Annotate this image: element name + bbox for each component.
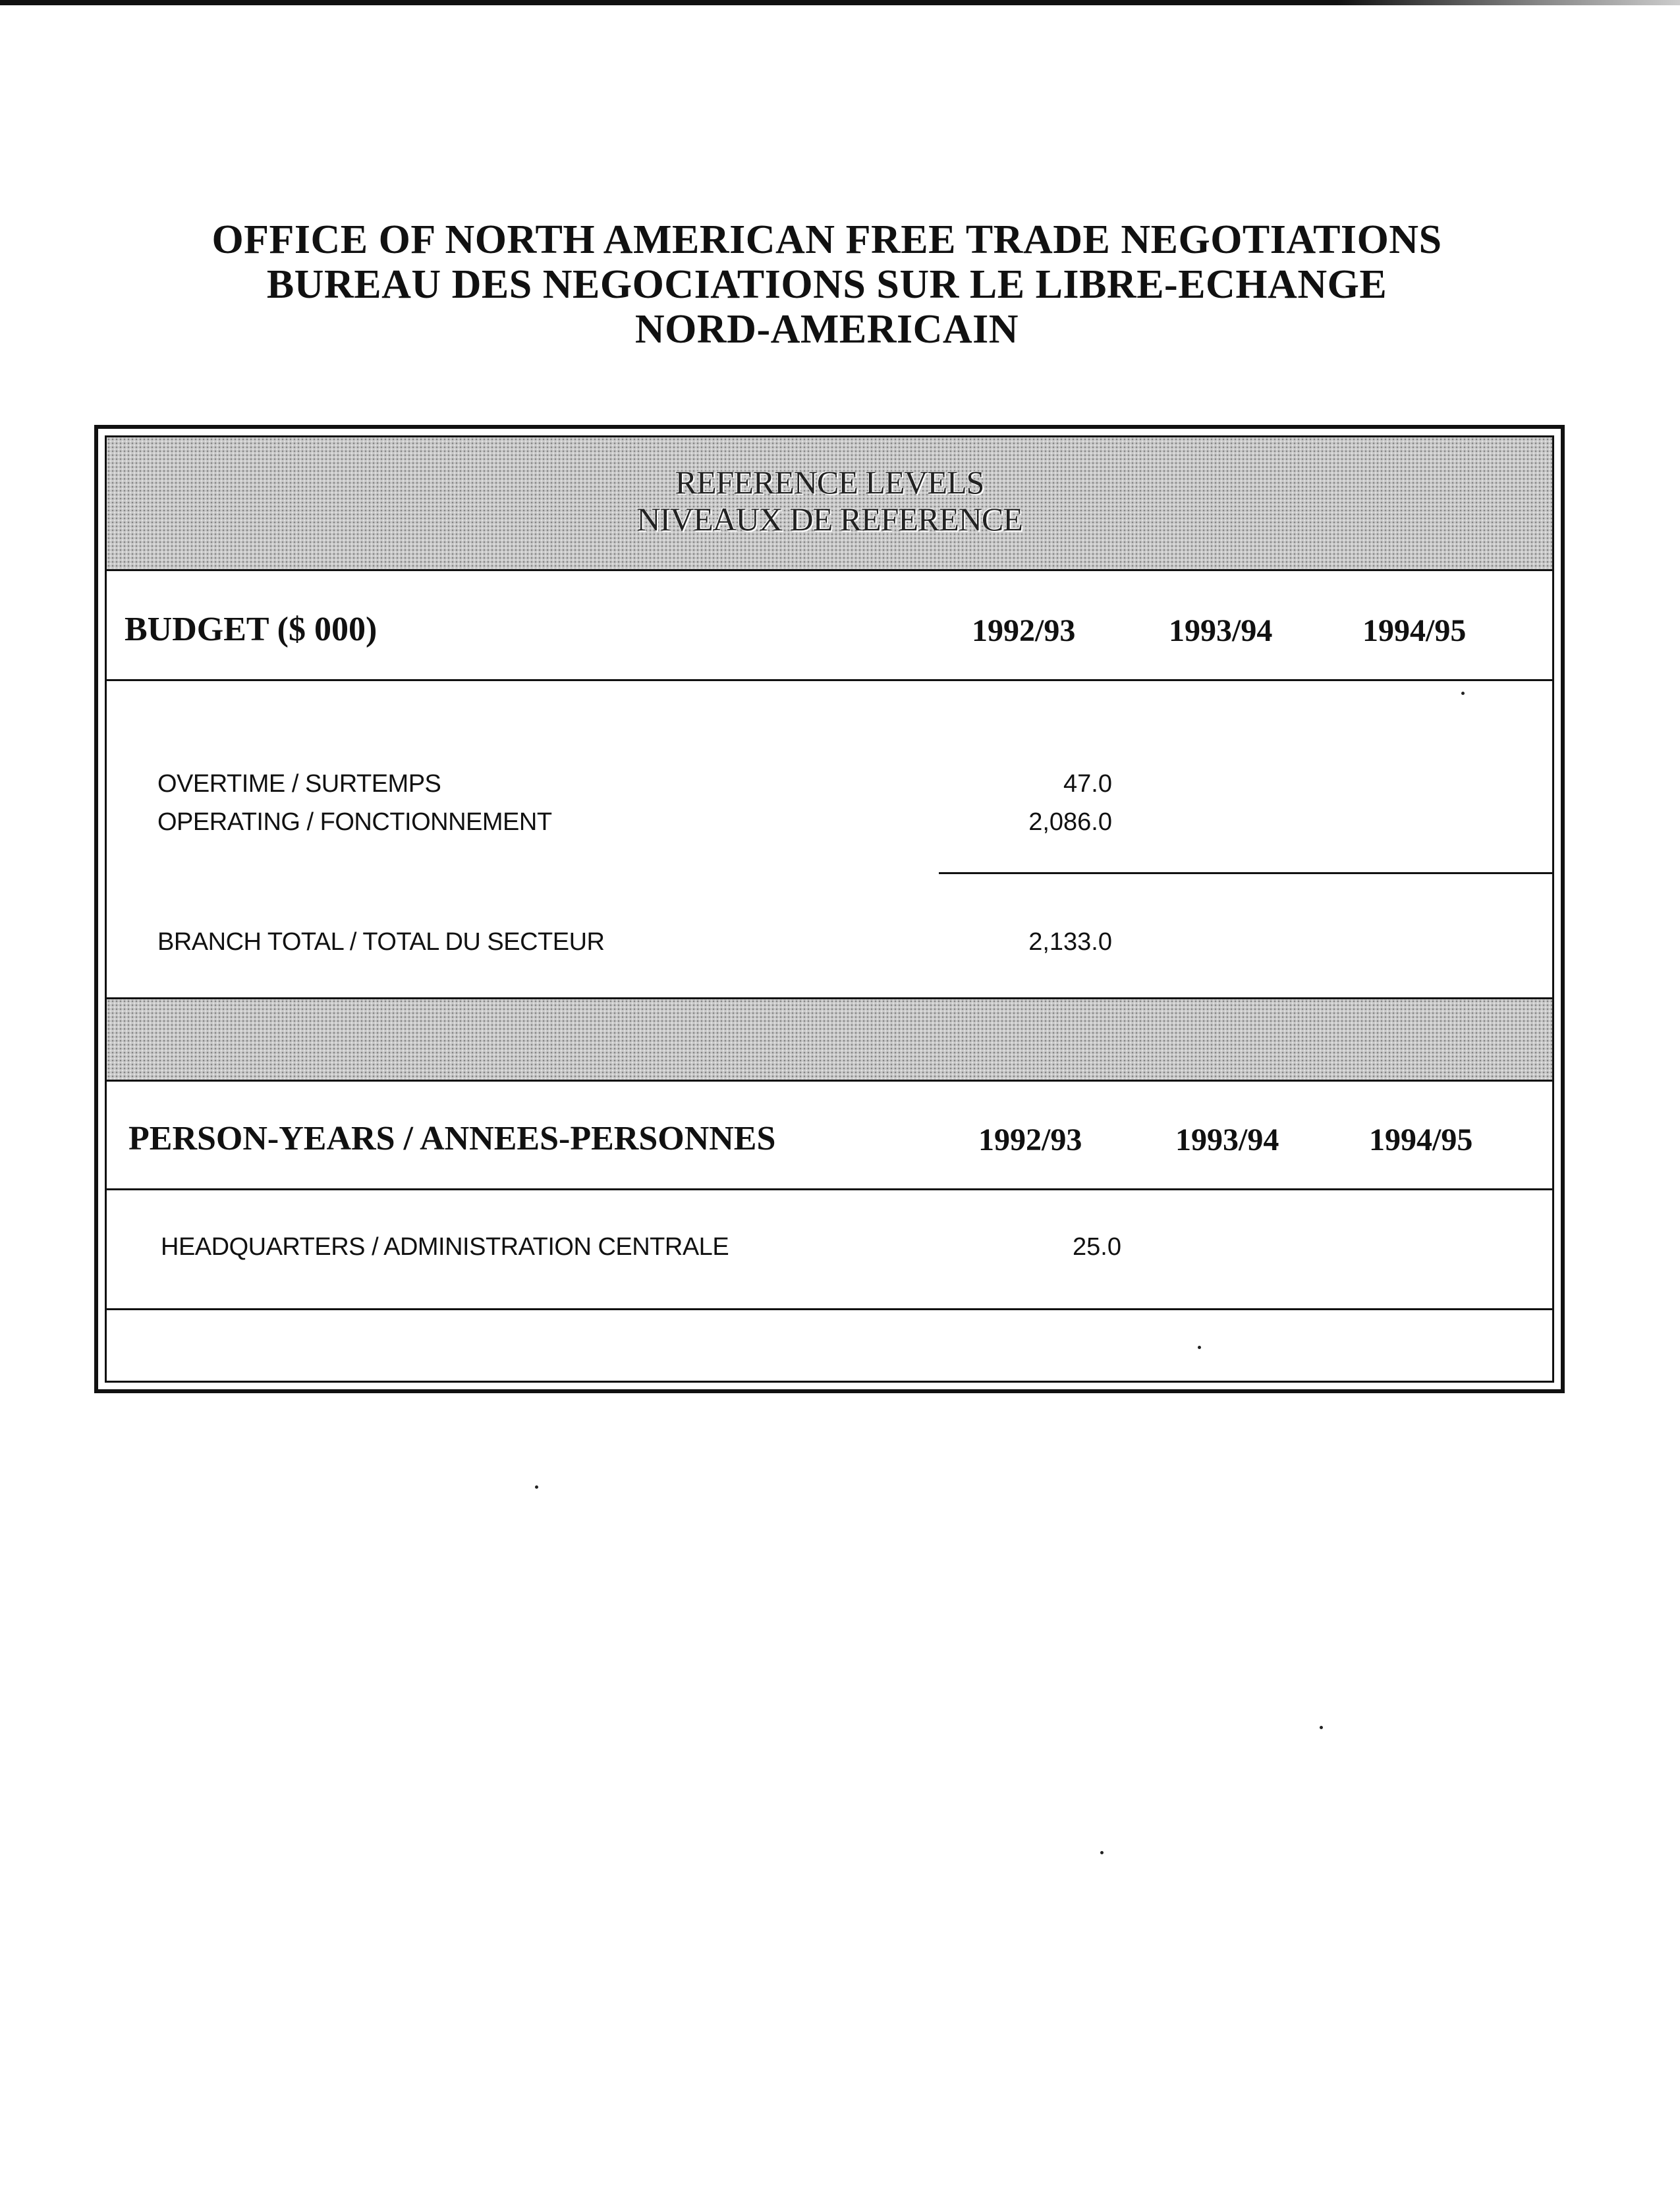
top-edge-rule-fade bbox=[1337, 0, 1680, 5]
heading-line-3: NORD-AMERICAIN bbox=[634, 307, 1019, 352]
scan-speck bbox=[1100, 1851, 1104, 1854]
budget-total-value: 2,133.0 bbox=[1028, 928, 1112, 956]
budget-row-operating-label: OPERATING / FONCTIONNEMENT bbox=[157, 808, 552, 836]
reference-levels-title bbox=[107, 464, 1552, 538]
budget-row-operating-value: 2,086.0 bbox=[1028, 808, 1112, 836]
reference-levels-table bbox=[94, 425, 1565, 1393]
person-years-year-1993-94: 1993/94 bbox=[1175, 1122, 1279, 1157]
heading-line-2: BUREAU DES NEGOCIATIONS SUR LE LIBRE-ECHANGE bbox=[266, 262, 1387, 307]
scan-speck bbox=[535, 1485, 538, 1489]
divider-header-bottom bbox=[107, 569, 1552, 571]
budget-total-label: BRANCH TOTAL / TOTAL DU SECTEUR bbox=[157, 928, 605, 956]
scan-speck bbox=[1198, 1346, 1201, 1349]
budget-row-overtime-value: 47.0 bbox=[1063, 770, 1112, 798]
heading-line-1: OFFICE OF NORTH AMERICAN FREE TRADE NEGOTIATIONS bbox=[211, 217, 1442, 262]
reference-levels-title-fr: NIVEAUX DE REFERENCE bbox=[636, 501, 1022, 538]
budget-row-overtime-label: OVERTIME / SURTEMPS bbox=[157, 770, 441, 798]
section-separator-band bbox=[107, 999, 1552, 1080]
budget-subtotal-rule bbox=[939, 872, 1552, 874]
budget-year-1994-95: 1994/95 bbox=[1362, 613, 1467, 648]
divider-person-years-top bbox=[107, 1080, 1552, 1082]
scan-speck bbox=[1461, 692, 1465, 695]
person-years-section-label: PERSON-YEARS / ANNEES-PERSONNES bbox=[128, 1120, 776, 1157]
budget-section-label: BUDGET ($ 000) bbox=[125, 611, 378, 648]
person-years-year-1994-95: 1994/95 bbox=[1369, 1122, 1473, 1157]
divider-person-years-bottom bbox=[107, 1308, 1552, 1310]
scan-speck bbox=[1320, 1726, 1323, 1729]
table-inner-border bbox=[105, 435, 1554, 1383]
divider-person-years-header bbox=[107, 1188, 1552, 1190]
divider-budget-header bbox=[107, 679, 1552, 681]
budget-year-1992-93: 1992/93 bbox=[972, 613, 1076, 648]
person-years-row-headquarters-label: HEADQUARTERS / ADMINISTRATION CENTRALE bbox=[161, 1233, 729, 1261]
document-heading bbox=[0, 217, 1654, 352]
person-years-row-headquarters-value: 25.0 bbox=[1073, 1233, 1121, 1261]
person-years-year-1992-93: 1992/93 bbox=[978, 1122, 1082, 1157]
budget-year-1993-94: 1993/94 bbox=[1169, 613, 1273, 648]
reference-levels-title-en: REFERENCE LEVELS bbox=[675, 464, 984, 501]
